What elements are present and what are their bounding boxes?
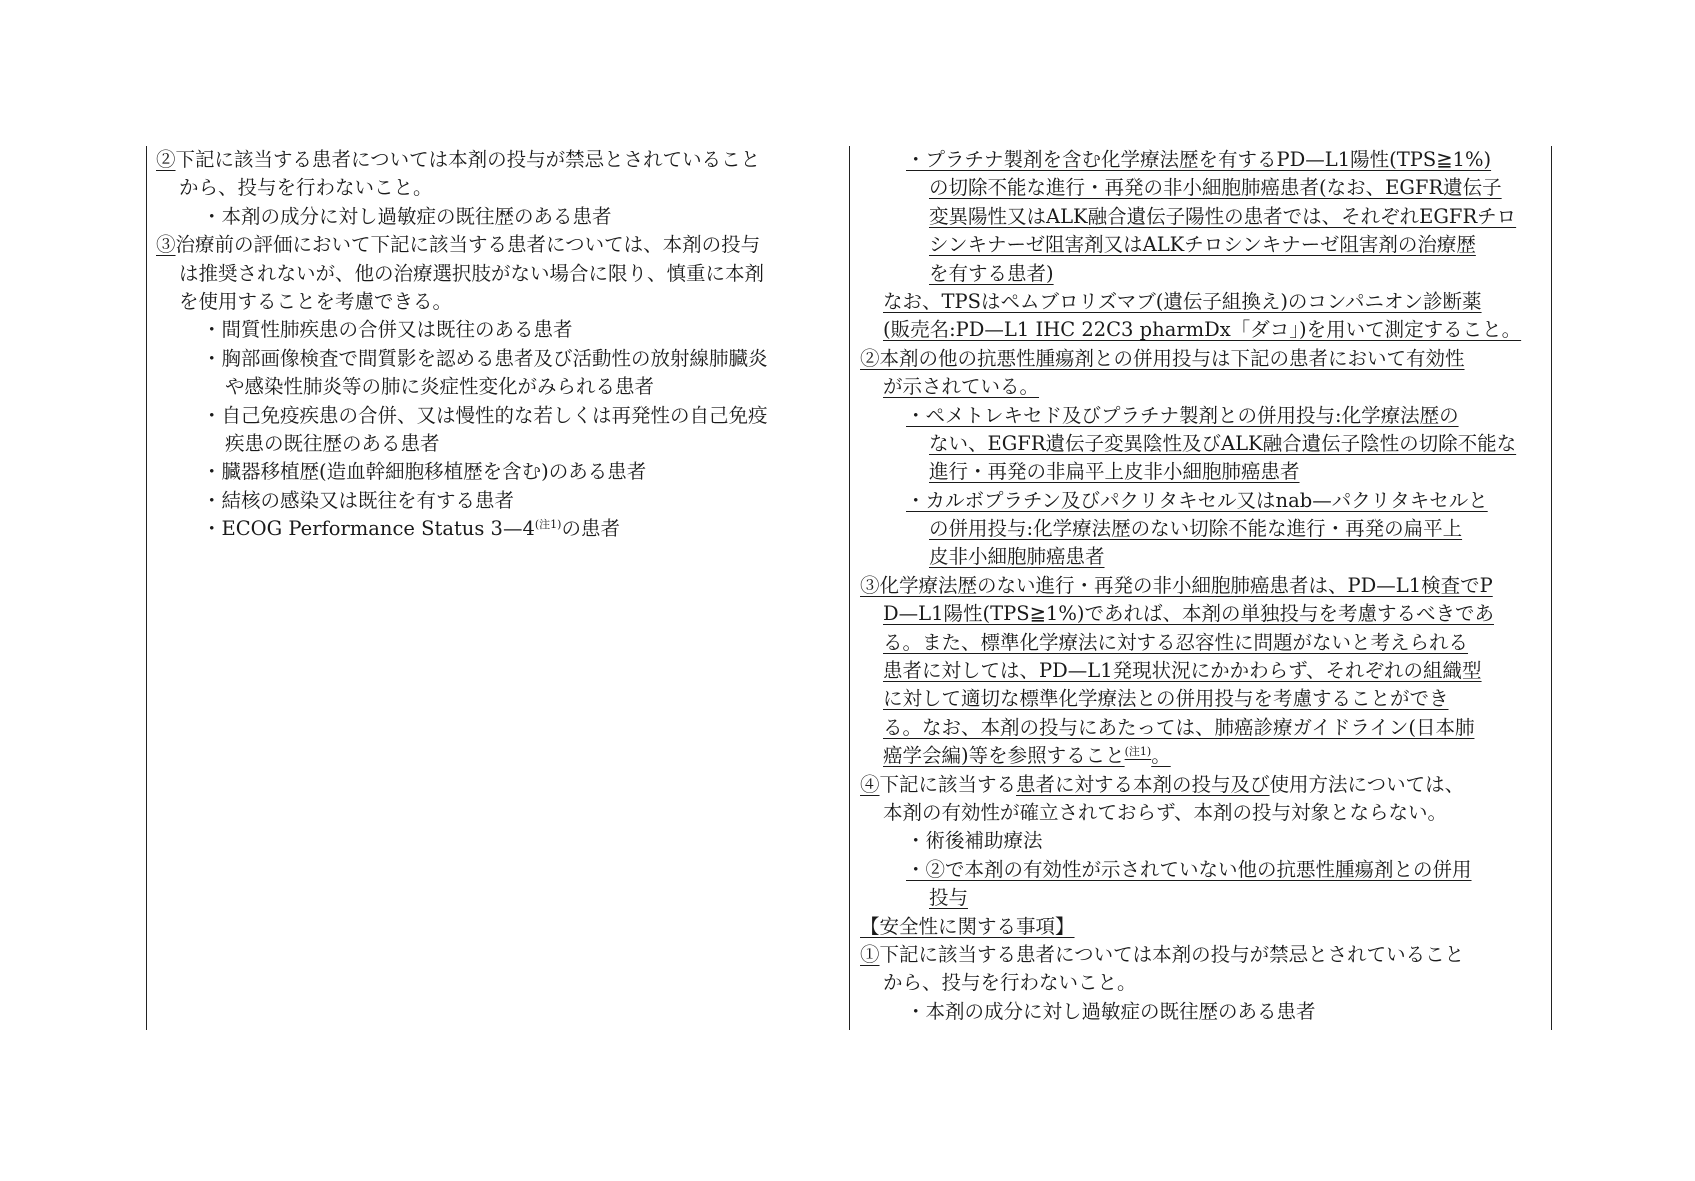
text-span: 投与 [929,886,969,910]
text-line [860,941,1546,969]
text-span: ・ペメトレキセド及びプラチナ製剤との併用投与:化学療法歴の [906,403,1459,427]
text-line [156,260,842,288]
text-span: る。なお、本剤の投与にあたっては、肺癌診療ガイドライン(日本肺 [883,715,1475,739]
text-span: ・プラチナ製剤を含む化学療法歴を有するPD—L1陽性(TPS≧1%) [906,148,1492,171]
text-line [860,913,1546,941]
text-line [860,714,1546,742]
left-border-line [146,146,147,1030]
text-span: ・本剤の成分に対し過敏症の既往歴のある患者 [906,999,1316,1023]
text-line [860,487,1546,515]
text-line [860,685,1546,713]
footnote-ref: (注1) [534,518,562,532]
text-span: なお、TPSはペムブロリズマブ(遺伝子組換え)のコンパニオン診断薬 [883,289,1482,313]
text-line [860,260,1546,288]
text-span: ③ [156,233,176,257]
text-span: 下記に該当する [879,772,1017,796]
text-span: ③化学療法歴のない進行・再発の非小細胞肺癌患者は、PD—L1検査でP [860,573,1493,597]
text-line [860,543,1546,571]
text-line [860,458,1546,486]
text-span: ・胸部画像検査で間質影を認める患者及び活動性の放射線肺臓炎 [202,346,768,370]
text-span: が示されている。 [883,375,1040,399]
text-span: ・間質性肺疾患の合併又は既往のある患者 [202,318,573,342]
text-span: ②本剤の他の抗悪性腫瘍剤との併用投与は下記の患者において有効性 [860,346,1465,370]
text-span: 【安全性に関する事項】 [860,914,1075,938]
text-line [860,174,1546,202]
text-line [860,572,1546,600]
text-span: に対して適切な標準化学療法との併用投与を考慮することができ [883,687,1449,711]
text-span: 患者に対する本剤の投与及び [1016,772,1270,796]
text-span: (販売名:PD—L1 IHC 22C3 pharmDx「ダコ」)を用いて測定すること。 [883,318,1522,342]
text-line [860,288,1546,316]
right-border-line [1551,146,1552,1030]
text-line [156,515,842,543]
text-span: る。また、標準化学療法に対する忍容性に問題がないと考えられる [883,630,1469,654]
text-span: ・ECOG Performance Status 3—4 [202,517,535,541]
text-line [860,203,1546,231]
text-span: 疾患の既往歴のある患者 [225,431,440,455]
center-divider-line [849,146,850,1030]
text-line [860,657,1546,685]
text-line [860,600,1546,628]
text-line [860,969,1546,997]
text-line [860,146,1546,174]
text-span: 下記に該当する患者については本剤の投与が禁忌とされていること [175,148,761,171]
text-span: 癌学会編)等を参照すること [883,744,1125,768]
text-line [860,373,1546,401]
text-span: 患者に対しては、PD—L1発現状況にかかわらず、それぞれの組織型 [883,659,1482,683]
text-line [860,430,1546,458]
text-span: ・結核の感染又は既往を有する患者 [202,488,515,512]
text-line [860,771,1546,799]
text-line [860,742,1546,770]
text-line [156,203,842,231]
text-span: 下記に該当する患者については本剤の投与が禁忌とされていること [879,942,1465,966]
text-span: 皮非小細胞肺癌患者 [929,545,1105,569]
text-span: 変異陽性又はALK融合遺伝子陽性の患者では、それぞれEGFRチロ [929,204,1517,228]
text-line [156,402,842,430]
text-span: 。 [1151,744,1171,768]
text-span: 使用方法については、 [1269,772,1465,796]
text-line [860,998,1546,1026]
text-span: から、投与を行わないこと。 [883,971,1137,995]
text-line [860,827,1546,855]
text-line [860,629,1546,657]
text-span: ② [156,148,176,171]
text-line [860,316,1546,344]
text-span: 本剤の有効性が確立されておらず、本剤の投与対象とならない。 [883,800,1447,824]
text-span: ・カルボプラチン及びパクリタキセル又はnab—パクリタキセルと [906,488,1488,512]
text-span: シンキナーゼ阻害剤又はALKチロシンキナーゼ阻害剤の治療歴 [929,233,1476,257]
text-line [860,402,1546,430]
text-line [156,231,842,259]
text-span: ・本剤の成分に対し過敏症の既往歴のある患者 [202,204,612,228]
text-line [156,146,842,174]
text-line [156,345,842,373]
text-span: や感染性肺炎等の肺に炎症性変化がみられる患者 [225,375,655,399]
text-span: ・自己免疫疾患の合併、又は慢性的な若しくは再発性の自己免疫 [202,403,768,427]
text-span: ① [860,942,880,966]
text-span: から、投与を行わないこと。 [179,176,433,200]
text-line [860,856,1546,884]
text-line [156,458,842,486]
text-line [860,345,1546,373]
text-span: ない、EGFR遺伝子変異陰性及びALK融合遺伝子陰性の切除不能な [929,431,1517,455]
text-span: 治療前の評価において下記に該当する患者については、本剤の投与 [175,233,761,257]
text-span: の患者 [561,517,620,541]
text-line [860,884,1546,912]
text-span: を有する患者) [929,261,1054,285]
text-span: を使用することを考慮できる。 [179,289,453,313]
right-column [860,146,1546,1026]
text-line [860,231,1546,259]
text-span: の切除不能な進行・再発の非小細胞肺癌患者(なお、EGFR遺伝子 [929,176,1502,200]
text-span: ・②で本剤の有効性が示されていない他の抗悪性腫瘍剤との併用 [906,857,1472,881]
left-column [156,146,842,543]
text-line [860,515,1546,543]
text-line [156,288,842,316]
footnote-ref: (注1) [1124,745,1152,759]
text-span: ④ [860,772,880,796]
text-line [156,316,842,344]
text-span: ・術後補助療法 [906,829,1043,853]
text-span: D—L1陽性(TPS≧1%)であれば、本剤の単独投与を考慮するべきであ [883,602,1494,626]
text-span: 進行・再発の非扁平上皮非小細胞肺癌患者 [929,460,1300,484]
text-span: ・臓器移植歴(造血幹細胞移植歴を含む)のある患者 [202,460,647,484]
text-line [156,430,842,458]
text-line [156,373,842,401]
text-span: は推奨されないが、他の治療選択肢がない場合に限り、慎重に本剤 [179,261,765,285]
text-line [156,487,842,515]
text-span: の併用投与:化学療法歴のない切除不能な進行・再発の扁平上 [929,517,1463,541]
text-line [156,174,842,202]
text-line [860,799,1546,827]
